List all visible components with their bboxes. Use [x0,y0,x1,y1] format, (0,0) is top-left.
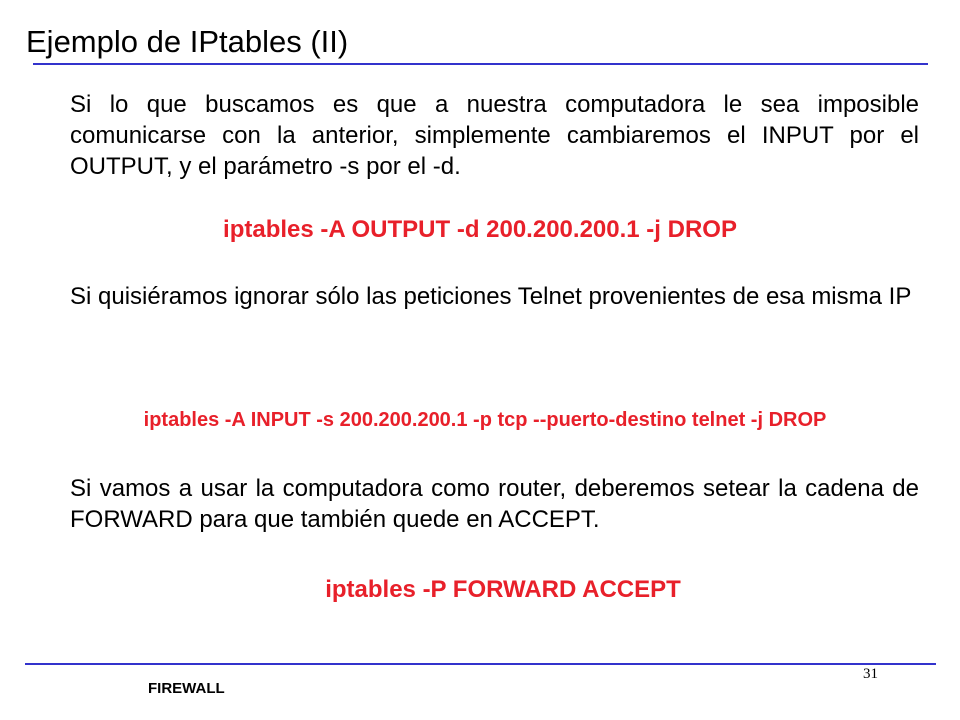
paragraph-telnet-block: Si quisiéramos ignorar sólo las peticiones Telnet provenientes de esa misma IP [70,283,912,310]
page-number: 31 [863,666,878,682]
footer-divider [25,663,936,665]
slide-title: Ejemplo de IPtables (II) [26,24,349,59]
title-divider [33,63,928,65]
command-input-telnet-drop: iptables -A INPUT -s 200.200.200.1 -p tcp --puerto-destino telnet -j DROP [143,409,827,431]
command-forward-accept: iptables -P FORWARD ACCEPT [325,576,681,603]
paragraph-forward-accept: Si vamos a usar la computadora como router, deberemos setear la cadena de FORWARD para que también quede en ACCEPT. [70,475,919,533]
paragraph-output-block: Si lo que buscamos es que a nuestra computadora le sea imposible comunicarse con la anterior, simplemente cambiaremos el INPUT por el OUTPUT, y el parámetro -s por el -d. [70,91,919,180]
footer-label: FIREWALL [148,680,225,697]
command-output-drop: iptables -A OUTPUT -d 200.200.200.1 -j DROP [223,216,737,243]
